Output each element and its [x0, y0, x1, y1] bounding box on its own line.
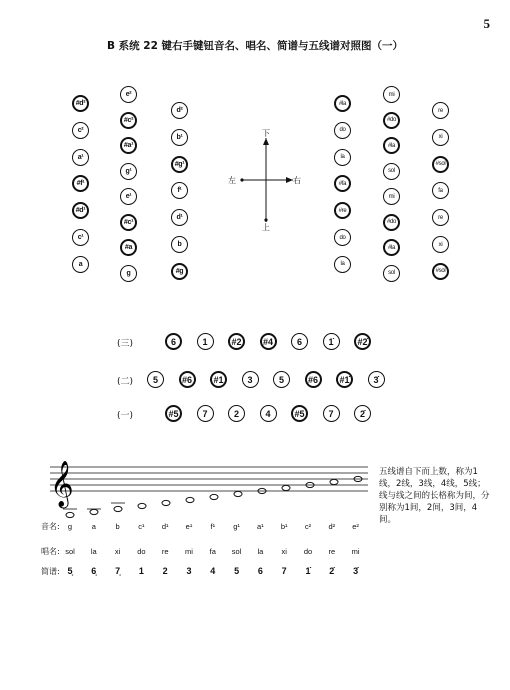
- jianpu-key[interactable]: [165, 405, 182, 422]
- table-cell: xi: [281, 547, 287, 556]
- jianpu-key-label: 3̇: [373, 374, 379, 385]
- whole-note: [330, 479, 338, 484]
- jianpu-key[interactable]: [354, 405, 371, 422]
- jianpu-key[interactable]: [354, 333, 371, 350]
- key-button-label: d²: [176, 107, 183, 114]
- table-cell: sol: [231, 547, 242, 556]
- jianpu-key[interactable]: [291, 405, 308, 422]
- key-button[interactable]: [383, 265, 400, 282]
- table-cell: 6̣: [91, 566, 97, 576]
- key-button-label: mi: [388, 193, 395, 200]
- table-cell: do: [137, 547, 146, 556]
- key-button-label: e²: [125, 91, 132, 98]
- page-number: 5: [483, 16, 490, 31]
- key-button[interactable]: [334, 95, 351, 112]
- key-button[interactable]: [171, 102, 188, 119]
- key-button-label: la: [340, 261, 345, 268]
- table-cell: 7̣: [115, 566, 121, 576]
- jianpu-key-label: 7: [202, 408, 208, 419]
- table-cell: 6: [257, 566, 263, 576]
- jianpu-key-label: 6: [296, 336, 302, 347]
- key-button-label: #do: [386, 219, 397, 225]
- key-button-label: a¹: [77, 153, 84, 161]
- key-button[interactable]: [120, 163, 137, 180]
- jianpu-key[interactable]: [179, 371, 196, 388]
- key-button[interactable]: [432, 156, 449, 173]
- key-button-label: a: [78, 260, 83, 268]
- table-cell: sol: [65, 547, 75, 556]
- key-button[interactable]: [432, 102, 449, 119]
- key-button[interactable]: [334, 256, 351, 273]
- table-cell: fa: [209, 547, 216, 556]
- table-cell: g: [67, 522, 73, 531]
- cross-label-left: 左: [228, 176, 236, 185]
- key-button-label: #la: [387, 142, 396, 149]
- key-button-label: g¹: [125, 167, 132, 175]
- music-staff: [48, 455, 370, 525]
- key-button-label: #sol: [435, 268, 446, 275]
- key-button-label: mi: [388, 91, 395, 98]
- table-cell: 2̇: [329, 566, 335, 576]
- jianpu-key-label: #2: [231, 336, 242, 347]
- key-button-label: re: [438, 107, 443, 114]
- table-cell: 4: [210, 566, 216, 576]
- table-cell: 3̇: [353, 566, 359, 576]
- whole-note: [210, 494, 218, 499]
- key-button-label: g: [126, 269, 131, 277]
- key-button-label: do: [339, 234, 346, 241]
- key-button-label: xi: [438, 134, 443, 141]
- key-button-label: #re: [338, 207, 347, 214]
- table-cell: 1: [138, 566, 144, 576]
- key-button-label: #c²: [123, 116, 134, 124]
- key-button[interactable]: [72, 202, 89, 219]
- key-button[interactable]: [383, 214, 400, 231]
- key-button-label: #d²: [75, 100, 86, 107]
- whole-note: [138, 503, 146, 508]
- table-cell: 3: [186, 566, 192, 576]
- key-button[interactable]: [432, 209, 449, 226]
- jianpu-key-label: 2̇: [359, 408, 365, 419]
- key-button[interactable]: [432, 182, 449, 199]
- key-button[interactable]: [383, 137, 400, 154]
- jianpu-key[interactable]: [197, 405, 214, 422]
- jianpu-key-label: 1: [202, 336, 208, 347]
- table-cell: c²: [304, 522, 312, 531]
- jianpu-key[interactable]: [323, 333, 340, 350]
- jianpu-key-label: 5: [278, 374, 284, 385]
- key-button-label: #c¹: [123, 218, 134, 226]
- jianpu-key[interactable]: [147, 371, 164, 388]
- table-cell: d²: [328, 522, 336, 531]
- table-cell: la: [90, 547, 97, 556]
- up-arrow-icon: [263, 138, 269, 145]
- key-button-label: re: [438, 214, 443, 221]
- whole-note: [162, 500, 170, 505]
- key-button[interactable]: [120, 112, 137, 129]
- table-cell: b: [115, 522, 120, 531]
- key-button[interactable]: [171, 182, 188, 199]
- key-button-label: c²: [77, 126, 84, 134]
- key-button[interactable]: [334, 149, 351, 166]
- row-label: (二): [117, 377, 134, 387]
- cross-label-up: 下: [262, 129, 270, 138]
- jianpu-key[interactable]: [305, 371, 322, 388]
- key-button-label: #do: [386, 117, 397, 123]
- jianpu-key-label: 2: [233, 408, 239, 419]
- jianpu-key-label: #1: [213, 374, 224, 385]
- key-button[interactable]: [72, 256, 89, 273]
- jianpu-key[interactable]: [242, 371, 259, 388]
- table-cell: b¹: [280, 522, 288, 531]
- key-button[interactable]: [120, 239, 137, 256]
- row-label: (一): [117, 411, 134, 421]
- jianpu-key-label: 7: [328, 408, 334, 419]
- key-button-label: #fa: [338, 180, 347, 187]
- jianpu-key-label: #5: [294, 408, 305, 419]
- key-button[interactable]: [72, 229, 89, 246]
- page-title: B 系统 22 键右手键钮音名、唱名、简谱与五线谱对照图（一）: [106, 40, 404, 52]
- jianpu-key-label: #1̇: [339, 374, 350, 385]
- jianpu-key-label: #4: [262, 336, 273, 347]
- key-button-label: #la: [338, 100, 347, 107]
- cross-label-down: 上: [262, 223, 270, 232]
- key-button[interactable]: [171, 236, 188, 253]
- jianpu-key[interactable]: [336, 371, 353, 388]
- table-cell: 1̇: [305, 566, 311, 576]
- jianpu-key[interactable]: [368, 371, 385, 388]
- jianpu-key-label: 6: [170, 336, 176, 347]
- key-button-label: #g: [175, 267, 184, 275]
- table-cell: mi: [185, 547, 193, 556]
- key-button[interactable]: [120, 188, 137, 205]
- key-button-label: la: [340, 154, 345, 161]
- key-button[interactable]: [171, 129, 188, 146]
- key-button[interactable]: [120, 86, 137, 103]
- table-cell: re: [328, 547, 336, 556]
- key-button-label: #g¹: [174, 160, 185, 168]
- jianpu-key-label: #5: [168, 408, 179, 419]
- jianpu-key[interactable]: [197, 333, 214, 350]
- key-button[interactable]: [383, 163, 400, 180]
- key-button-label: f¹: [177, 187, 182, 195]
- key-button[interactable]: [171, 263, 188, 280]
- key-button[interactable]: [383, 239, 400, 256]
- key-button[interactable]: [334, 229, 351, 246]
- table-cell: e²: [352, 522, 359, 531]
- key-button-label: #d¹: [75, 207, 86, 215]
- key-button[interactable]: [334, 202, 351, 219]
- key-button[interactable]: [120, 214, 137, 231]
- table-cell: a¹: [257, 522, 264, 531]
- key-button[interactable]: [383, 188, 400, 205]
- jianpu-key[interactable]: [273, 371, 290, 388]
- jianpu-key-label: 1̇: [328, 336, 334, 347]
- whole-note: [282, 485, 290, 490]
- table-cell: 5: [234, 566, 240, 576]
- row-label-solfege: 唱名:: [41, 547, 60, 556]
- key-button[interactable]: [120, 137, 137, 154]
- key-button[interactable]: [383, 86, 400, 103]
- key-button[interactable]: [72, 122, 89, 139]
- whole-note: [234, 491, 242, 496]
- table-cell: 5̣: [67, 566, 73, 576]
- key-button-label: fa: [438, 187, 443, 194]
- whole-note: [66, 512, 74, 517]
- staff-description: 五线谱自下而上数，称为1线，2线，3线，4线，5线；线与线之间的长格称为间，分别称为1间，2间，3间，4间。: [379, 467, 490, 525]
- table-cell: c¹: [138, 522, 145, 531]
- staff-notes: [63, 476, 362, 517]
- jianpu-key[interactable]: [228, 333, 245, 350]
- table-cell: g¹: [233, 522, 240, 531]
- table-cell: la: [257, 547, 264, 556]
- key-button-label: #la: [387, 244, 396, 251]
- table-cell: mi: [351, 547, 360, 556]
- key-button[interactable]: [383, 112, 400, 129]
- key-button-label: do: [339, 127, 346, 134]
- key-button-label: e¹: [125, 193, 132, 200]
- left-dot-icon: [240, 178, 243, 181]
- jianpu-key[interactable]: [228, 405, 245, 422]
- table-cell: e¹: [185, 522, 193, 531]
- row-label: (三): [117, 339, 134, 349]
- right-arrow-icon: [286, 177, 293, 183]
- cross-label-right: 右: [293, 176, 301, 185]
- jianpu-key-label: #2̇: [357, 336, 368, 347]
- key-button-label: sol: [388, 168, 395, 174]
- row-label-jianpu: 简谱:: [41, 567, 60, 576]
- key-button-label: #f¹: [76, 180, 85, 188]
- whole-note: [114, 506, 122, 511]
- key-button-label: xi: [438, 241, 443, 248]
- key-button-label: d¹: [176, 214, 183, 222]
- jianpu-key[interactable]: [260, 405, 277, 422]
- key-button[interactable]: [72, 149, 89, 166]
- jianpu-key-label: 4: [265, 408, 271, 419]
- row-label-note-name: 音名:: [41, 522, 60, 531]
- table-cell: do: [303, 547, 313, 556]
- jianpu-key-label: 5: [152, 374, 158, 385]
- treble-clef-icon: 𝄞: [50, 461, 74, 507]
- jianpu-key[interactable]: [291, 333, 308, 350]
- key-button[interactable]: [171, 209, 188, 226]
- key-button-label: b: [177, 241, 182, 248]
- table-cell: f¹: [210, 522, 216, 531]
- key-button[interactable]: [432, 129, 449, 146]
- key-button[interactable]: [334, 175, 351, 192]
- key-button[interactable]: [72, 175, 89, 192]
- key-button[interactable]: [171, 156, 188, 173]
- key-button-label: c¹: [77, 234, 84, 241]
- staff-lines: [50, 467, 368, 491]
- table-cell: 7: [281, 566, 287, 576]
- key-button-label: b¹: [176, 133, 183, 141]
- table-cell: re: [161, 547, 169, 556]
- whole-note: [90, 509, 98, 514]
- key-button[interactable]: [432, 263, 449, 280]
- table-cell: a: [91, 522, 96, 531]
- table-cell: xi: [114, 547, 121, 556]
- jianpu-key-label: 3: [247, 374, 253, 385]
- jianpu-key[interactable]: [323, 405, 340, 422]
- key-button[interactable]: [432, 236, 449, 253]
- key-button[interactable]: [334, 122, 351, 139]
- jianpu-key[interactable]: [260, 333, 277, 350]
- key-button-label: #a: [124, 244, 133, 251]
- key-button-label: sol: [388, 270, 395, 276]
- whole-note: [186, 497, 194, 502]
- key-button[interactable]: [72, 95, 89, 112]
- key-button[interactable]: [120, 265, 137, 282]
- jianpu-key-label: #6: [307, 374, 318, 385]
- jianpu-key[interactable]: [165, 333, 182, 350]
- jianpu-key[interactable]: [210, 371, 227, 388]
- table-cell: 2: [162, 566, 168, 576]
- table-cell: d¹: [161, 522, 169, 531]
- key-button-label: #sol: [435, 161, 446, 168]
- jianpu-key-label: #6: [181, 374, 192, 385]
- key-button-label: #a¹: [123, 142, 134, 149]
